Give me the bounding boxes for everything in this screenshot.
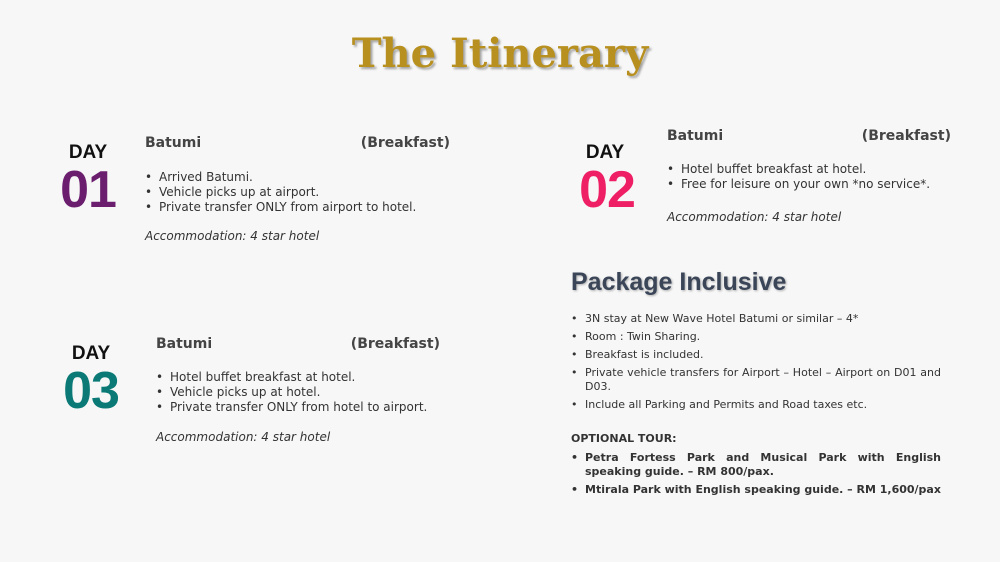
day-2-header [667,128,951,144]
day-3-header [156,336,440,352]
day-1-accommodation: Accommodation: 4 star hotel [145,229,320,243]
day-2-label: DAY [585,142,625,163]
list-item: • Breakfast is included. [571,348,941,362]
list-item: • Petra Fortess Park and Musical Park with English speaking guide. – RM 800/pax. [571,451,941,479]
day-3-meal: (Breakfast) [350,336,440,352]
optional-tour-title: OPTIONAL TOUR: [571,432,677,445]
list-item: • Hotel buffet breakfast at hotel. [667,162,957,177]
day-3-accommodation: Accommodation: 4 star hotel [156,430,331,444]
optional-tour-list [571,451,941,501]
day-1-header [145,135,450,151]
day-2-meal: (Breakfast) [861,128,951,144]
day-2-city: Batumi [667,128,724,144]
day-3-list [156,370,456,415]
list-item: • 3N stay at New Wave Hotel Batumi or similar – 4* [571,312,941,326]
day-3-city: Batumi [156,336,213,352]
day-1-city: Batumi [145,135,202,151]
package-list [571,312,941,416]
package-title: Package Inclusive [571,268,787,296]
list-item: • Vehicle picks up at hotel. [156,385,456,400]
list-item: • Private vehicle transfers for Airport – Hotel – Airport on D01 and D03. [571,366,941,394]
page-title: The Itinerary [351,30,649,77]
day-2-accommodation: Accommodation: 4 star hotel [667,210,842,224]
list-item: • Private transfer ONLY from airport to hotel. [145,200,445,215]
list-item: • Free for leisure on your own *no service*. [667,177,957,192]
day-1-number: 01 [60,161,116,219]
day-3-number: 03 [63,362,119,420]
list-item: • Mtirala Park with English speaking guide. – RM 1,600/pax [571,483,941,497]
day-1-meal: (Breakfast) [360,135,450,151]
day-3-label: DAY [71,343,111,364]
list-item: • Include all Parking and Permits and Road taxes etc. [571,398,941,412]
list-item: • Vehicle picks up at airport. [145,185,445,200]
list-item: • Arrived Batumi. [145,170,445,185]
day-1-label: DAY [68,142,108,163]
day-2-list [667,162,957,192]
day-2-number: 02 [579,161,635,219]
list-item: • Room : Twin Sharing. [571,330,941,344]
list-item: • Private transfer ONLY from hotel to airport. [156,400,456,415]
list-item: • Hotel buffet breakfast at hotel. [156,370,456,385]
day-1-list [145,170,445,215]
